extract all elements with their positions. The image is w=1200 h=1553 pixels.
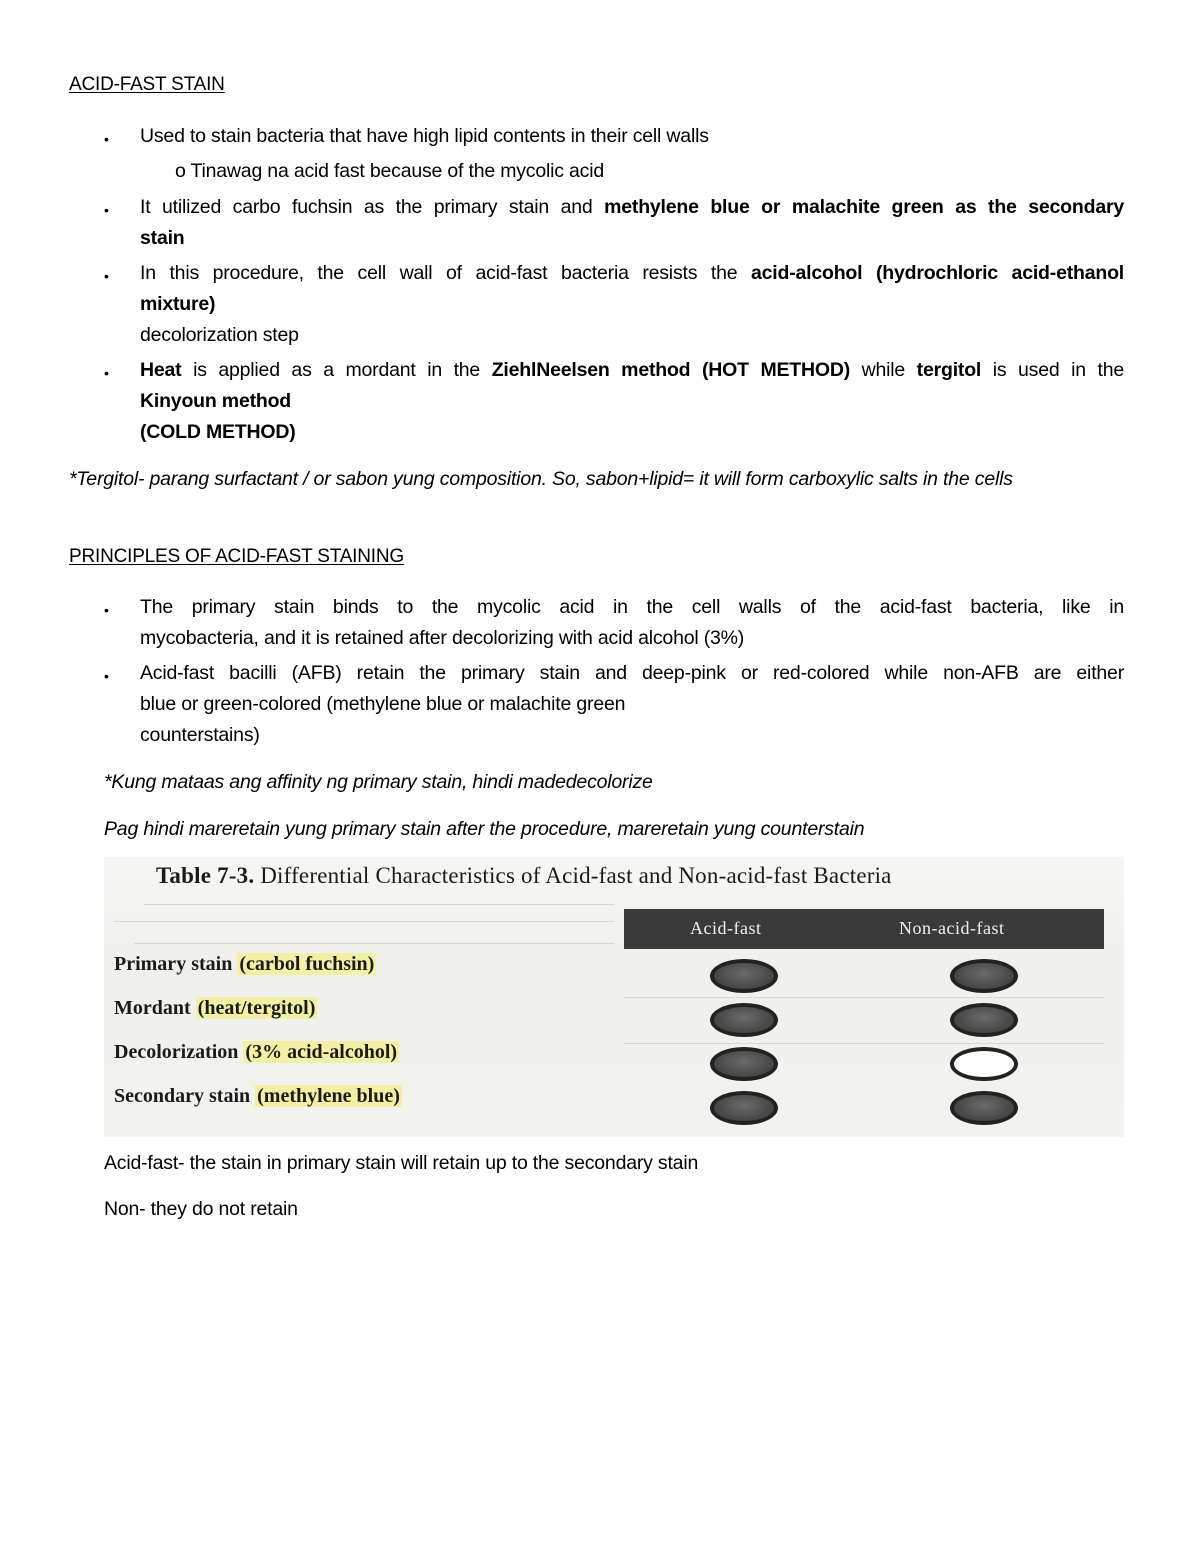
row-label-mordant	[114, 997, 317, 1020]
note-tergitol: *Tergitol- parang surfactant / or sabon yung composition. So, sabon+lipid= it will form carboxylic salts in the cells	[69, 468, 1013, 490]
stain-oval-acid-fast-secondary	[710, 1091, 778, 1125]
scan-artifact-line	[134, 943, 614, 944]
sub-bullet-mycolic: o Tinawag na acid fast because of the mycolic acid	[175, 160, 604, 182]
footer-non: Non- they do not retain	[104, 1198, 298, 1220]
row-name: Primary stain	[114, 953, 233, 975]
row-label-decolorization	[114, 1041, 399, 1064]
bullet-line	[140, 289, 1124, 320]
text-normal: is applied as a mordant in the	[181, 359, 492, 381]
bullet-line: counterstains)	[140, 724, 260, 746]
row-label-primary-stain	[114, 953, 376, 976]
text-bold: (COLD METHOD)	[140, 421, 296, 443]
bullet-line	[140, 355, 1124, 386]
row-name: Secondary stain	[114, 1085, 251, 1107]
bullet-line: The primary stain binds to the mycolic acid in the cell walls of the acid-fast bacteria, like in	[140, 596, 1124, 618]
text-normal: is used in the	[981, 359, 1124, 381]
bullet-marker: •	[104, 365, 109, 381]
bullet-marker: •	[104, 668, 109, 684]
footer-acid-fast: Acid-fast- the stain in primary stain will retain up to the secondary stain	[104, 1152, 699, 1174]
text-bold: tergitol	[916, 359, 982, 381]
bullet-item-lipid: Used to stain bacteria that have high lipid contents in their cell walls	[140, 125, 709, 147]
stain-oval-non-acid-fast-decolorization	[950, 1047, 1018, 1081]
text-bold: mixture)	[140, 293, 216, 315]
table-header-bar	[624, 909, 1104, 949]
text-bold: Heat	[140, 359, 182, 381]
section-heading-principles: PRINCIPLES OF ACID-FAST STAINING	[69, 546, 404, 567]
stain-oval-acid-fast-primary	[710, 959, 778, 993]
bullet-line	[140, 386, 1124, 417]
table-figure	[104, 857, 1124, 1137]
stain-oval-non-acid-fast-secondary	[950, 1091, 1018, 1125]
bullet-line: mycobacteria, and it is retained after decolorizing with acid alcohol (3%)	[140, 627, 745, 649]
text-bold: methylene blue or malachite green as the secondary	[604, 196, 1124, 218]
stain-oval-non-acid-fast-mordant	[950, 1003, 1018, 1037]
scan-artifact-line	[114, 921, 614, 922]
bullet-marker: •	[104, 202, 109, 218]
bullet-marker: •	[104, 268, 109, 284]
bullet-line: blue or green-colored (methylene blue or malachite green	[140, 693, 626, 715]
bullet-marker: •	[104, 602, 109, 618]
bullet-line: Acid-fast bacilli (AFB) retain the primary stain and deep-pink or red-colored while non-AFB are either	[140, 662, 1124, 684]
stain-oval-non-acid-fast-primary	[950, 959, 1018, 993]
text-bold: stain	[140, 227, 185, 249]
bullet-line	[140, 258, 1124, 289]
row-name: Decolorization	[114, 1041, 239, 1063]
text-bold: acid-alcohol (hydrochloric acid-ethanol	[750, 262, 1125, 284]
bullet-item-mordant	[140, 355, 1124, 448]
text-normal: It utilized carbo fuchsin as the primary stain and	[140, 196, 605, 218]
scan-artifact-line	[624, 997, 1104, 998]
text-normal: while	[850, 359, 917, 381]
text-normal: In this procedure, the cell wall of acid-fast bacteria resists the	[140, 262, 751, 284]
bullet-item-primary-binds	[140, 592, 1124, 654]
stain-oval-acid-fast-decolorization	[710, 1047, 778, 1081]
bullet-line	[140, 417, 1124, 448]
stain-oval-acid-fast-mordant	[710, 1003, 778, 1037]
section-heading-acid-fast-stain: ACID-FAST STAIN	[69, 74, 225, 95]
bullet-item-acid-alcohol	[140, 258, 1124, 351]
row-agent: (3% acid-alcohol)	[245, 1041, 398, 1063]
row-name: Mordant	[114, 997, 191, 1019]
text-bold: Kinyoun method	[140, 390, 292, 412]
bullet-item-afb	[140, 658, 1124, 751]
row-label-secondary-stain	[114, 1085, 402, 1108]
row-agent: (heat/tergitol)	[197, 997, 316, 1019]
note-counterstain: Pag hindi mareretain yung primary stain after the procedure, mareretain yung counterstain	[104, 818, 865, 840]
bullet-line: decolorization step	[140, 324, 299, 346]
text-bold: ZiehlNeelsen method (HOT METHOD)	[491, 359, 851, 381]
bullet-item-stains	[140, 192, 1124, 254]
column-header-acid-fast: Acid-fast	[690, 918, 762, 938]
bullet-line	[140, 223, 1124, 254]
scan-artifact-line	[624, 1043, 1104, 1044]
table-title	[156, 863, 892, 889]
table-number: Table 7-3.	[156, 863, 255, 888]
row-agent: (carbol fuchsin)	[239, 953, 375, 975]
scan-artifact-line	[144, 904, 614, 905]
bullet-marker: •	[104, 131, 109, 147]
row-agent: (methylene blue)	[257, 1085, 400, 1107]
note-affinity: *Kung mataas ang affinity ng primary stain, hindi madedecolorize	[104, 771, 653, 793]
column-header-non-acid-fast: Non-acid-fast	[899, 918, 1005, 938]
table-caption: Differential Characteristics of Acid-fast and Non-acid-fast Bacteria	[254, 863, 892, 888]
bullet-line	[140, 192, 1124, 223]
